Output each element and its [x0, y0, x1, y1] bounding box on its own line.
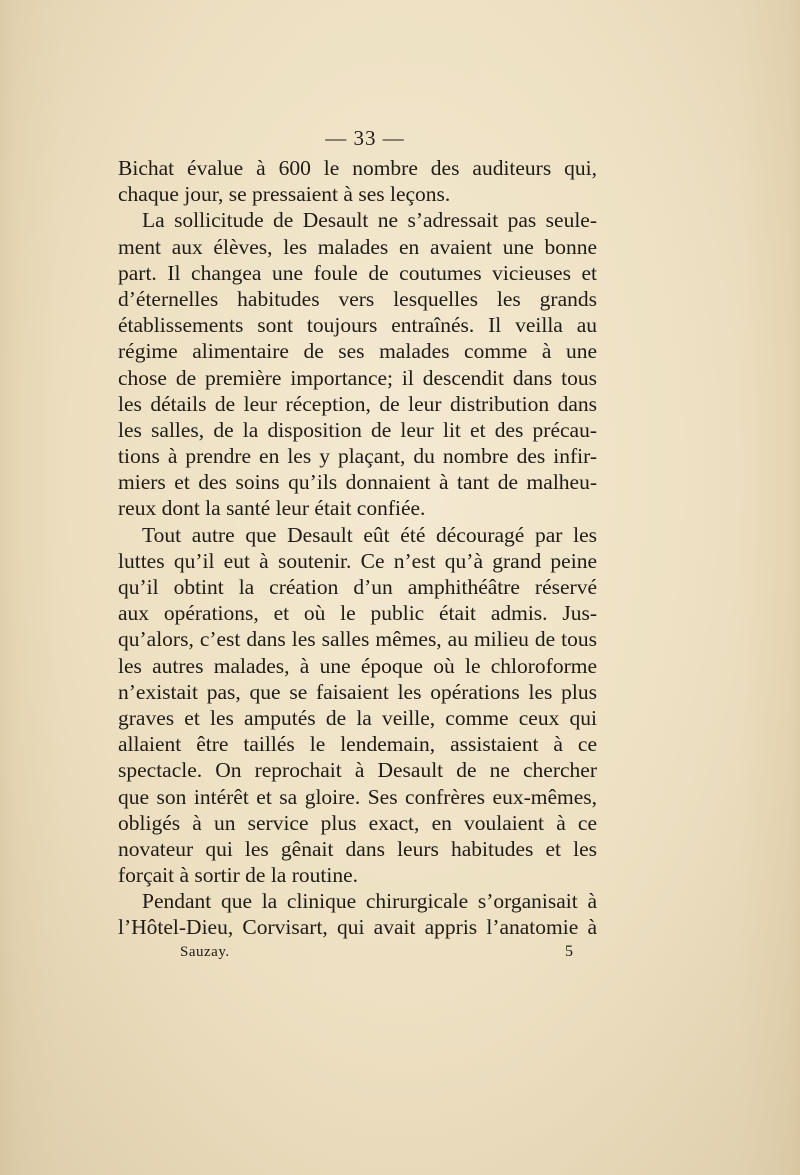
text-line: graves et les amputés de la veille, comme ceux qui	[118, 705, 597, 730]
text-line: d’éternelles habitudes vers lesquelles les grands	[118, 286, 597, 311]
text-line: tions à prendre en les y plaçant, du nombre des infir-	[118, 444, 597, 469]
footer-author: Sauzay.	[180, 944, 230, 960]
text-line: part. Il changea une foule de coutumes vicieuses et	[118, 260, 597, 285]
body-text	[118, 155, 597, 941]
text-line: n’existait pas, que se faisaient les opérations les plus	[118, 679, 597, 704]
text-line: obligés à un service plus exact, en voulaient à ce	[118, 810, 597, 835]
text-line: reux dont la santé leur était confiée.	[118, 496, 426, 521]
text-line: Tout autre que Desault eût été découragé par les	[142, 522, 597, 547]
text-line: spectacle. On reprochait à Desault de ne chercher	[118, 758, 597, 783]
text-line: les salles, de la disposition de leur lit et des précau-	[118, 417, 597, 442]
text-line: forçait à sortir de la routine.	[118, 863, 358, 888]
text-line: que son intérêt et sa gloire. Ses confrères eux-mêmes,	[118, 784, 597, 809]
text-line: chose de première importance; il descendit dans tous	[118, 365, 597, 390]
text-line: établissements sont toujours entraînés. Il veilla au	[118, 313, 597, 338]
text-line: luttes qu’il eut à soutenir. Ce n’est qu’à grand peine	[118, 548, 597, 573]
text-line: régime alimentaire de ses malades comme à une	[118, 339, 597, 364]
text-line: miers et des soins qu’ils donnaient à tant de malheu-	[118, 470, 597, 495]
text-line: chaque jour, se pressaient à ses leçons.	[118, 182, 451, 207]
text-line: qu’alors, c’est dans les salles mêmes, au milieu de tous	[118, 627, 597, 652]
text-line: ment aux élèves, les malades en avaient une bonne	[118, 234, 597, 259]
text-line: Pendant que la clinique chirurgicale s’organisait à	[142, 889, 597, 914]
text-line: allaient être taillés le lendemain, assistaient à ce	[118, 732, 597, 757]
page-number: — 33 —	[325, 126, 405, 150]
text-line: novateur qui les gênait dans leurs habitudes et les	[118, 836, 597, 861]
text-line: aux opérations, et où le public était admis. Jus-	[118, 601, 597, 626]
text-line: les détails de leur réception, de leur distribution dans	[118, 391, 597, 416]
text-line: Bichat évalue à 600 le nombre des auditeurs qui,	[118, 156, 597, 180]
text-line: les autres malades, à une époque où le chloroforme	[118, 653, 597, 678]
footer-signature-mark: 5	[565, 943, 573, 960]
page-footer	[180, 944, 585, 966]
text-line: qu’il obtint la création d’un amphithéâtre réservé	[118, 575, 597, 599]
text-line: l’Hôtel-Dieu, Corvisart, qui avait appris l’anatomie à	[118, 915, 597, 940]
text-line: La sollicitude de Desault ne s’adressait pas seule-	[142, 208, 597, 233]
